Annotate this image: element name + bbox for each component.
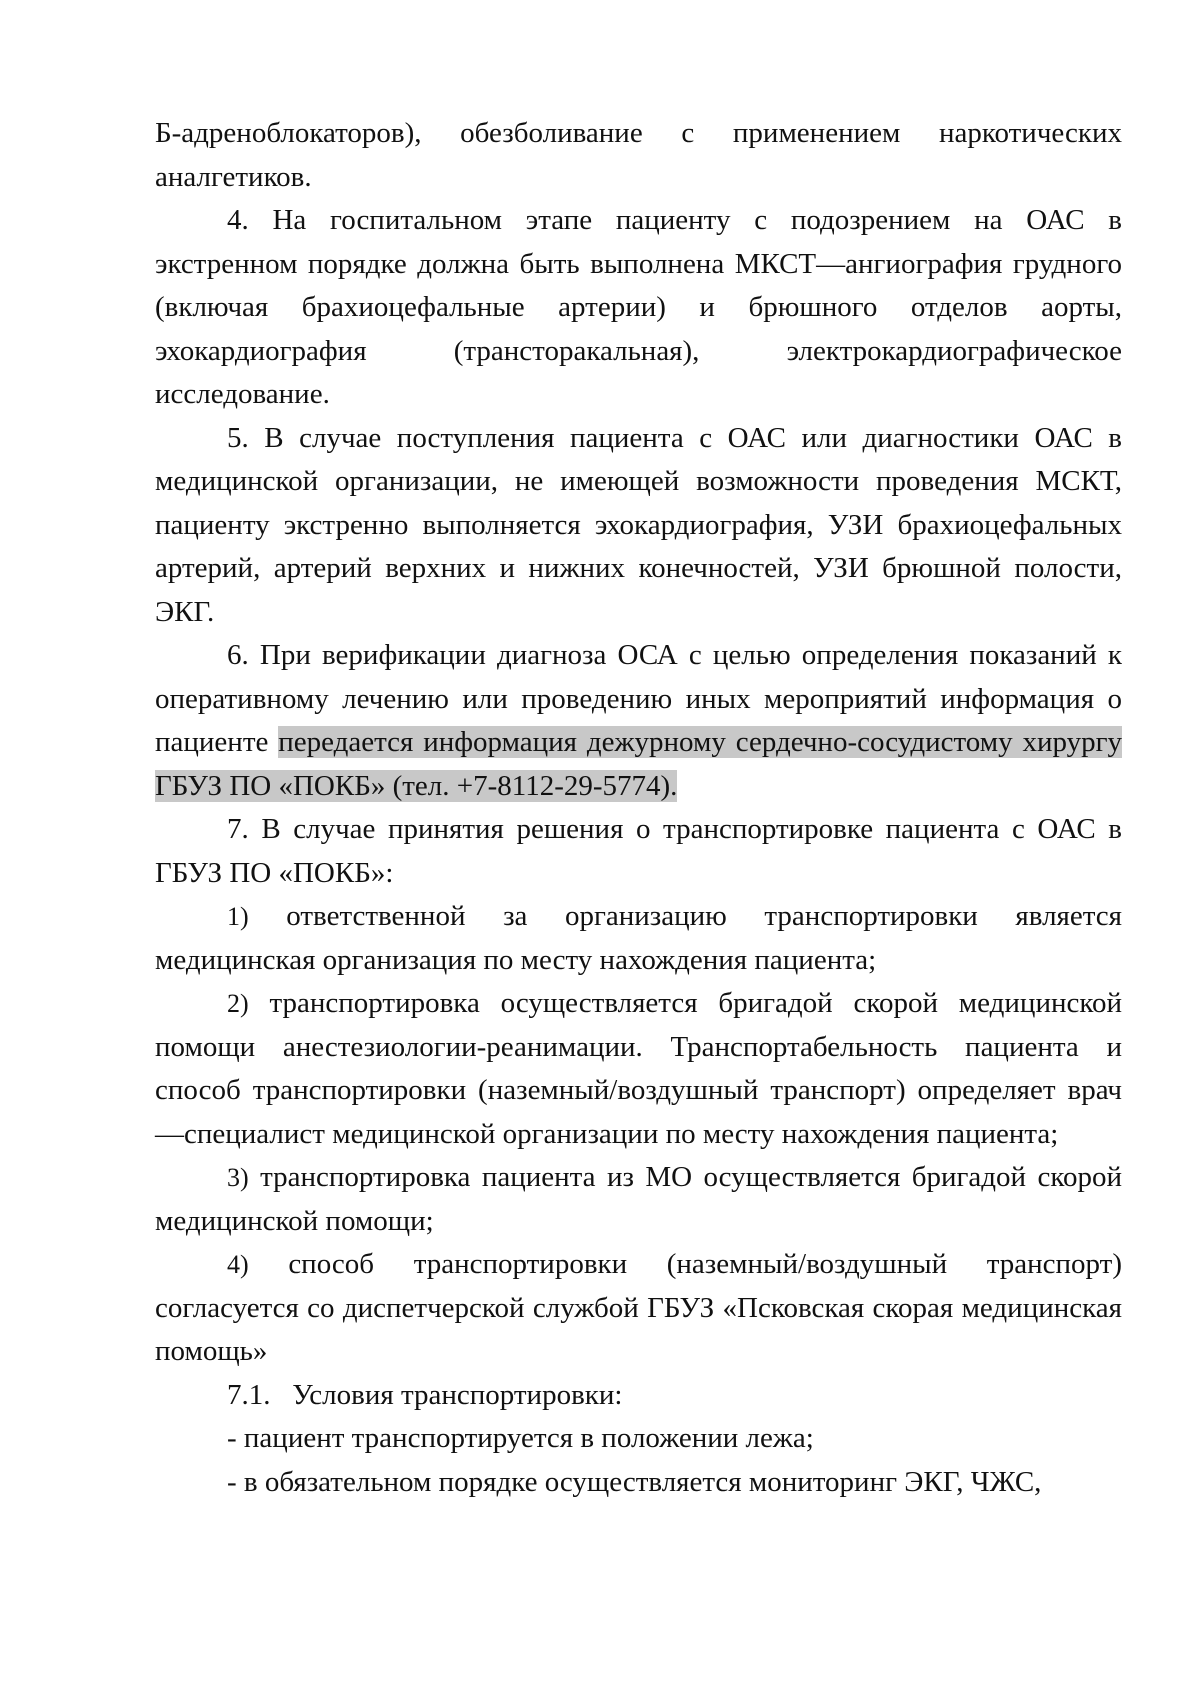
list-item-text: способ транспортировки (наземный/воздушный транспорт) согласуется со диспетчерской службой ГБУЗ «Псковская скорая медицинская помощь» — [155, 1248, 1122, 1367]
list-item-text: транспортировка осуществляется бригадой скорой медицинской помощи анестезиологии-реанимации. Транспортабельность пациента и способ транспортировки (наземный/воздушный транспорт) определяет врач—специалист медицинской организации по месту нахождения пациента; — [155, 987, 1122, 1150]
list-item — [155, 1243, 1122, 1374]
document-page — [155, 112, 1122, 1504]
list-item-number: 3) — [227, 1163, 249, 1192]
list-item-number: 2) — [227, 989, 249, 1018]
list-item-text: транспортировка пациента из МО осуществляется бригадой скорой медицинской помощи; — [155, 1161, 1122, 1237]
list-item — [155, 895, 1122, 982]
condition-item-2: - в обязательном порядке осуществляется мониторинг ЭКГ, ЧЖС, — [227, 1465, 1042, 1498]
list-item-number: 1) — [227, 902, 249, 931]
condition-item-1: - пациент транспортируется в положении лежа; — [227, 1422, 814, 1454]
paragraph-6 — [155, 634, 1122, 808]
paragraph-5: 5. В случае поступления пациента с ОАС или диагностики ОАС в медицинской организации, не имеющей возможности проведения МСКТ, пациенту экстренно выполняется эхокардиография, УЗИ брахиоцефальных артерий, артерий верхних и нижних конечностей, УЗИ брюшной полости, ЭКГ. — [155, 421, 1122, 628]
transport-list — [155, 895, 1122, 1374]
list-item-number: 4) — [227, 1250, 249, 1279]
list-item — [155, 1156, 1122, 1243]
list-item — [155, 982, 1122, 1156]
paragraph-7: 7. В случае принятия решения о транспортировке пациента с ОАС в ГБУЗ ПО «ПОКБ»: — [155, 813, 1122, 889]
paragraph-6-text: 6. При верификации диагноза ОСА с целью определения показаний к оперативному лечению или проведению иных мероприятий информация о пациенте — [155, 639, 1122, 758]
highlighted-text: передается информация дежурному сердечно-сосудистому хирургу ГБУЗ ПО «ПОКБ» (тел. +7-8112-29-5774). — [155, 726, 1122, 802]
paragraph-continuation: Б-адреноблокаторов), обезболивание с применением наркотических аналгетиков. — [155, 117, 1122, 193]
list-item-text: ответственной за организацию транспортировки является медицинская организация по месту нахождения пациента; — [155, 900, 1122, 976]
paragraph-4: 4. На госпитальном этапе пациенту с подозрением на ОАС в экстренном порядке должна быть выполнена МКСТ—ангиография грудного (включая брахиоцефальные артерии) и брюшного отделов аорты, эхокардиография (трансторакальная), электрокардиографическое исследование. — [155, 204, 1122, 410]
section-7-1-heading: 7.1. Условия транспортировки: — [227, 1378, 623, 1411]
